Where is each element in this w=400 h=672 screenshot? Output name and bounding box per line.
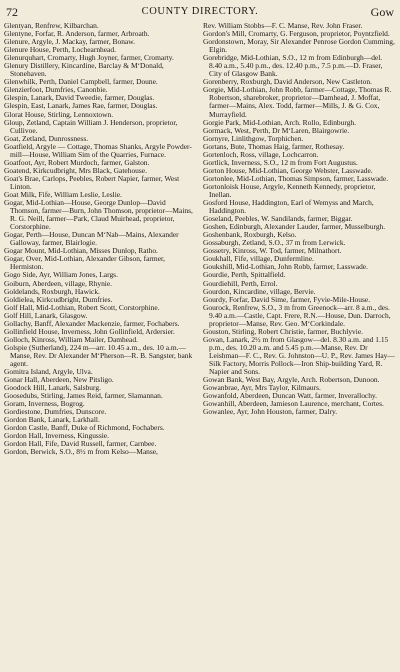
entry: Goat Milk, Fife, William Leslie, Leslie. bbox=[4, 189, 122, 199]
running-keyword: Gow bbox=[370, 5, 394, 19]
entry: Goiburn, Aberdeen, village, Rhynie. bbox=[4, 278, 113, 288]
entry: Golloch, Kinross, William Mailer, Damhead. bbox=[4, 334, 138, 344]
entry: Rev. William Stobbs—F. C. Manse, Rev. John Fraser. bbox=[203, 22, 363, 30]
running-title: COUNTY DIRECTORY. bbox=[141, 6, 259, 17]
entry: Gordon Hall, Inverness, Kingussie. bbox=[4, 431, 109, 441]
entry: Glenurquhart, Cromarty, Hugh Joyner, farmer, Cromarty. bbox=[4, 53, 174, 63]
entry: Glespin, Lanark, David Tweedie, farmer, Douglas. bbox=[4, 93, 155, 103]
entry: Gordiestone, Dumfries, Dunscore. bbox=[4, 407, 107, 417]
entry: Gosford House, Haddington, Earl of Wemyss and March, Haddington. bbox=[203, 198, 374, 216]
entry: Gouston, Stirling, Robert Christie, farmer, Buchlyvie. bbox=[203, 326, 364, 336]
entry: Glenwhilk, Perth, Daniel Campbell, farmer, Doune. bbox=[4, 77, 158, 87]
entry: Glorat House, Stirling, Lennoxtown. bbox=[4, 109, 114, 119]
entry: Gortlick, Inverness, S.O., 12 m from Fort Augustus. bbox=[203, 157, 358, 167]
entry: Goukshill, Mid-Lothian, John Robb, farmer, Lasswade. bbox=[203, 262, 368, 272]
entry: Gossetry, Kinross, W. Tod, farmer, Milnathort. bbox=[203, 246, 342, 256]
entry: Goshenbank, Roxburgh, Kelso. bbox=[203, 230, 297, 240]
entry: Gorebridge, Mid-Lothian, S.O., 12 m from Edinburgh—del. 8.40 a.m., 5.40 p.m., des. 12.40 p.m., 7.5 p.m.—D. Fraser, City of Glasgow Bank. bbox=[203, 53, 383, 79]
entry: Golf Hall, Mid-Lothian, Robert Scott, Corstorphine. bbox=[4, 302, 160, 312]
entry: Gorgie, Mid-Lothian, John Robb, farmer—Cottage, Thomas R. Robertson, sharebroker, proprietor—Damhead, J. Moffat, farmer—Mains, Alex. Todd, farmer—Mills, J. & G. Cox, Murrayfield. bbox=[203, 85, 392, 119]
entry: Gordon, Berwick, S.O., 8½ m from Kelso—Manse, bbox=[4, 447, 158, 457]
entry: Gornyre, Linlithgow, Torphichen. bbox=[203, 133, 304, 143]
entry: Glenury Distillery, Kincardine, Barclay & M‘Donald, Stonehaven. bbox=[4, 61, 164, 79]
entry: Glentyan, Renfrew, Kilbarchan. bbox=[4, 22, 99, 30]
entry: Gordon Hall, Fife, David Russell, farmer, Carnbee. bbox=[4, 439, 157, 449]
entry: Gortans, Bute, Thomas Haig, farmer, Rothesay. bbox=[203, 141, 345, 151]
entry: Gordon Castle, Banff, Duke of Richmond, Fochabers. bbox=[4, 423, 165, 433]
entry: Goosedubs, Stirling, James Reid, farmer, Slamannan. bbox=[4, 391, 163, 401]
entry: Glenure, Argyle, J. Mackay, farmer, Bonaw. bbox=[4, 37, 135, 47]
entry: Gourock, Renfrew, S.O., 3 m from Greenock—arr. 8 a.m., des. 9.40 a.m.—Castle, Capt. Frere, R.N.—House, Dun. Darroch, proprietor—Manse, Rev. Geo. M‘Corkindale. bbox=[203, 302, 391, 328]
entry: Gormack, West, Perth, Dr M‘Laren, Blairgowrie. bbox=[203, 125, 350, 135]
entry: Govan, Lanark, 2½ m from Glasgow—del. 8.30 a.m. and 1.15 p.m., des. 10.20 a.m. and 5.45 p.m.—Manse, Rev. Dr Leishman—F. C., Rev. G. Johnston—U. P., Rev. James Hay—Silk Factory, Morris Pollock—Iron Ship-building Yard, R. Napier and Sons. bbox=[203, 334, 395, 377]
entry: Golf Hill, Lanark, Glasgow. bbox=[4, 310, 88, 320]
entry: Glespin, East, Lanark, James Rae, farmer, Douglas. bbox=[4, 101, 158, 111]
entry: Gowanlee, Ayr, John Houston, farmer, Dalry. bbox=[203, 407, 338, 417]
entry: Gorton House, Mid-Lothian, George Webster, Lasswade. bbox=[203, 165, 373, 175]
entry: Gogar, Over, Mid-Lothian, Alexander Gibson, farmer, Hermiston. bbox=[4, 254, 166, 272]
entry: Goshen, Edinburgh, Alexander Lauder, farmer, Musselburgh. bbox=[203, 222, 386, 232]
entry: Glentyne, Forfar, R. Anderson, farmer, Arbroath. bbox=[4, 29, 150, 39]
entry: Goukhall, Fife, village, Dunfermline. bbox=[203, 254, 314, 264]
entry: Gowanhill, Aberdeen, Jamieson Laurence, merchant, Cortes. bbox=[203, 399, 384, 409]
entry: Gortonloisk House, Argyle, Kenneth Kennedy, proprietor, Inellan. bbox=[203, 181, 376, 199]
entry: Glenure House, Perth, Lochearnhead. bbox=[4, 45, 116, 55]
entry: Gorenberry, Roxburgh, David Anderson, New Castleton. bbox=[203, 77, 372, 87]
entry: Gortonlee, Mid-Lothian, Thomas Simpson, farmer, Lasswade. bbox=[203, 173, 389, 183]
right-column bbox=[203, 22, 396, 670]
entry: Gogar, Perth—House, Duncan M‘Nab—Mains, Alexander Galloway, farmer, Blairlogie. bbox=[4, 230, 179, 248]
entry: Gogo Side, Ayr, William Jones, Largs. bbox=[4, 270, 118, 280]
entry: Golspie (Sutherland), 224 m—arr. 10.45 a.m., des. 10 a.m.—Manse, Rev. Dr Alexander M‘Pherson—R. B. Sangster, bank agent. bbox=[4, 342, 193, 368]
entry: Goodock Hill, Lanark, Salsburg. bbox=[4, 383, 101, 393]
entry: Gollinfield House, Inverness, John Gollinfield, Ardersier. bbox=[4, 326, 175, 336]
entry: Goatfield, Argyle — Cottage, Thomas Shanks, Argyle Powder-mill—House, William Sim of the Quarries, Furnace. bbox=[4, 141, 192, 159]
entry: Gonar Hall, Aberdeen, New Pitsligo. bbox=[4, 375, 114, 385]
entry: Gowanfold, Aberdeen, Duncan Watt, farmer, Inverallochy. bbox=[203, 391, 378, 401]
entry: Gloup, Zetland, Captain William J. Henderson, proprietor, Cullivoe. bbox=[4, 117, 178, 135]
entry: Goat's Brae, Carlops, Peebles, Robert Napier, farmer, West Linton. bbox=[4, 173, 180, 191]
entry: Gortenloch, Ross, village, Lochcarron. bbox=[203, 149, 319, 159]
entry: Gowanbrae, Ayr, Mrs Taylor, Kilmaurs. bbox=[203, 383, 321, 393]
entry: Gossaburgh, Zetland, S.O., 37 m from Lerwick. bbox=[203, 238, 346, 248]
entry: Goseland, Peebles, W. Sandilands, farmer, Biggar. bbox=[203, 214, 353, 224]
entry: Gourdiehill, Perth, Errol. bbox=[203, 278, 278, 288]
entry: Goldelands, Roxburgh, Hawick. bbox=[4, 286, 100, 296]
page-header bbox=[6, 4, 394, 20]
entry: Gomitra Island, Argyle, Ulva. bbox=[4, 367, 93, 377]
entry: Gourdon, Kincardine, village, Bervie. bbox=[203, 286, 316, 296]
entry: Gogar Mount, Mid-Lothian, Misses Dunlop, Ratho. bbox=[4, 246, 158, 256]
entry: Goat, Zetland, Dunrossness. bbox=[4, 133, 89, 143]
entry: Goatend, Kirkcudbright, Mrs Black, Gatehouse. bbox=[4, 165, 147, 175]
entry: Gourdie, Perth, Spittalfield. bbox=[203, 270, 286, 280]
entry: Gourdy, Forfar, David Sime, farmer, Fyvie-Mile-House. bbox=[203, 294, 371, 304]
entry: Glenzierfoot, Dumfries, Canonbie. bbox=[4, 85, 108, 95]
entry: Goldielea, Kirkcudbright, Dumfries. bbox=[4, 294, 113, 304]
entry: Gordon Bank, Lanark, Larkhall. bbox=[4, 415, 100, 425]
entry: Gordon's Mill, Cromarty, G. Ferguson, proprietor, Poyntzfield. bbox=[203, 29, 390, 39]
entry: Gordonstown, Moray, Sir Alexander Penrose Gordon Cumming, Elgin. bbox=[203, 37, 395, 55]
entry: Gollachy, Banff, Alexander Mackenzie, farmer, Fochabers. bbox=[4, 318, 180, 328]
entry: Gorgie Park, Mid-Lothian, Arch. Rollo, Edinburgh. bbox=[203, 117, 357, 127]
entry: Gowan Bank, West Bay, Argyle, Arch. Robertson, Dunoon. bbox=[203, 375, 380, 385]
left-column bbox=[4, 22, 197, 670]
page-number: 72 bbox=[6, 5, 18, 19]
entry: Goatfoot, Ayr, Robert Murdoch, farmer, Galston. bbox=[4, 157, 150, 167]
entry: Gogar, Mid-Lothian—House, George Dunlop—David Thomson, farmer—Burn, John Thomson, proprietor—Mains, R. G. Neill, farmer—Park, Claud Muirhead, proprietor, Corstorphine. bbox=[4, 198, 193, 232]
entry: Goram, Inverness, Bogrog. bbox=[4, 399, 85, 409]
